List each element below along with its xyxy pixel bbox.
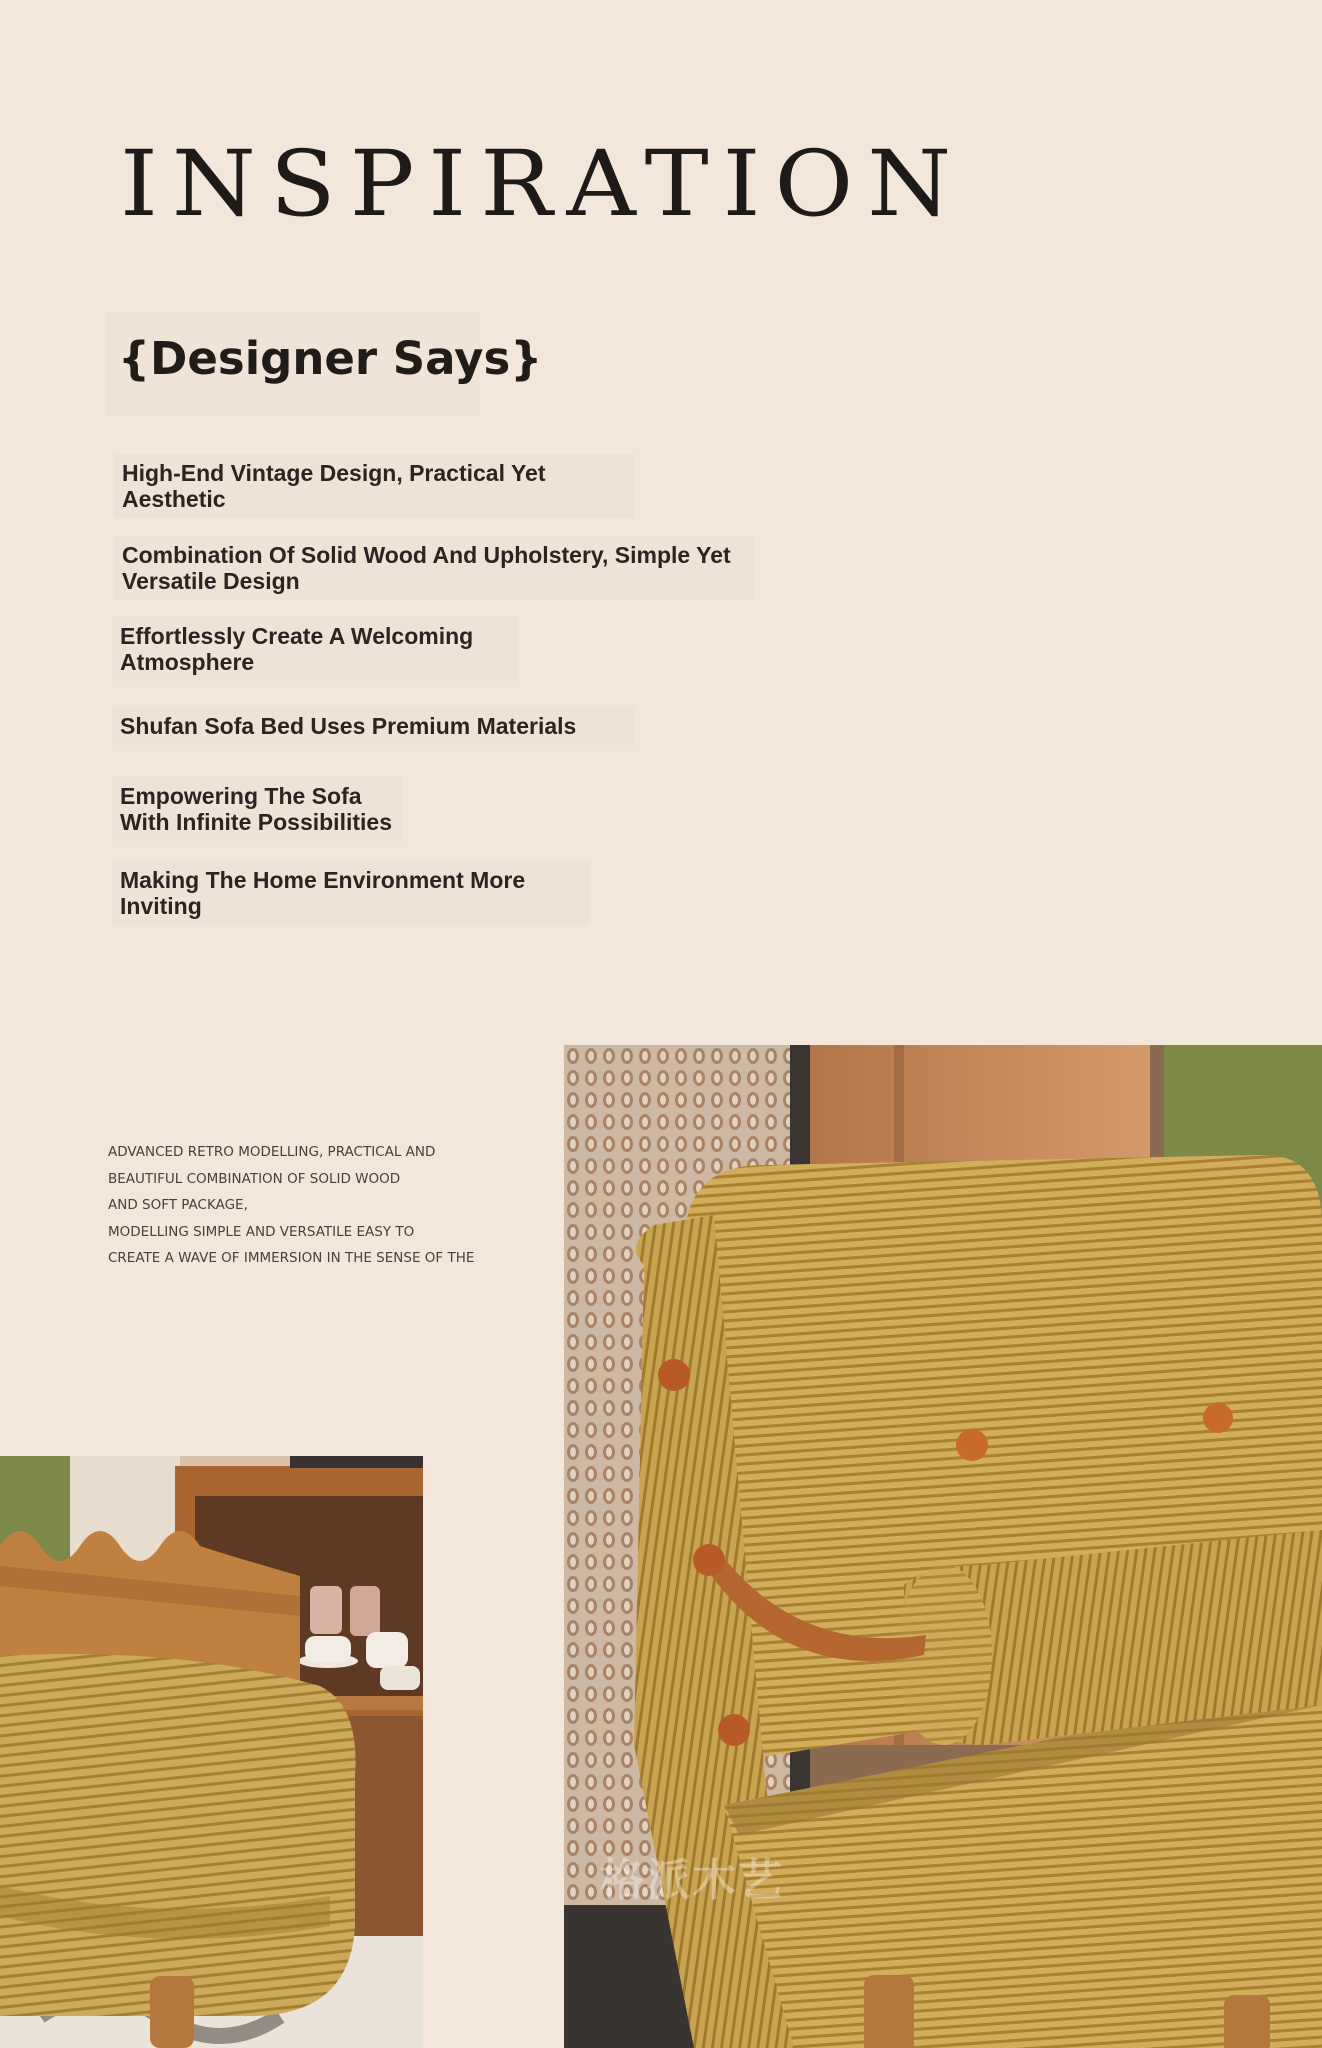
designer-says-heading: {Designer Says}: [106, 312, 480, 416]
page-title: INSPIRATION: [120, 130, 966, 237]
feature-line: Atmosphere: [120, 649, 255, 675]
feature-line: Combination Of Solid Wood And Upholstery, Simple Yet: [122, 542, 731, 568]
feature-item-6: [112, 861, 590, 925]
wooden-chair-photo: [0, 1456, 423, 2048]
feature-line: Making The Home Environment More: [120, 867, 526, 893]
feature-item-2: [114, 536, 754, 600]
feature-line: Inviting: [120, 893, 202, 919]
description-line: BEAUTIFUL COMBINATION OF SOLID WOOD: [108, 1170, 401, 1187]
feature-line: Empowering The Sofa: [120, 783, 362, 809]
brand-watermark: 格派木艺: [600, 1855, 784, 1906]
feature-item-4: [112, 707, 634, 745]
feature-line: Aesthetic: [122, 486, 226, 512]
product-description: [108, 1139, 528, 1272]
feature-line: Versatile Design: [122, 568, 300, 594]
description-line: CREATE A WAVE OF IMMERSION IN THE SENSE OF THE: [108, 1250, 475, 1266]
feature-line: High-End Vintage Design, Practical Yet: [122, 460, 546, 486]
feature-line: Effortlessly Create A Welcoming: [120, 623, 474, 649]
feature-line: Shufan Sofa Bed Uses Premium Materials: [120, 713, 577, 739]
feature-line: With Infinite Possibilities: [120, 809, 392, 835]
description-line: ADVANCED RETRO MODELLING, PRACTICAL AND: [108, 1144, 436, 1160]
description-line: AND SOFT PACKAGE,: [108, 1197, 248, 1213]
feature-item-5: [112, 777, 402, 841]
feature-item-1: [114, 454, 634, 518]
description-line: MODELLING SIMPLE AND VERSATILE EASY TO: [108, 1223, 415, 1240]
feature-item-3: [112, 617, 518, 681]
